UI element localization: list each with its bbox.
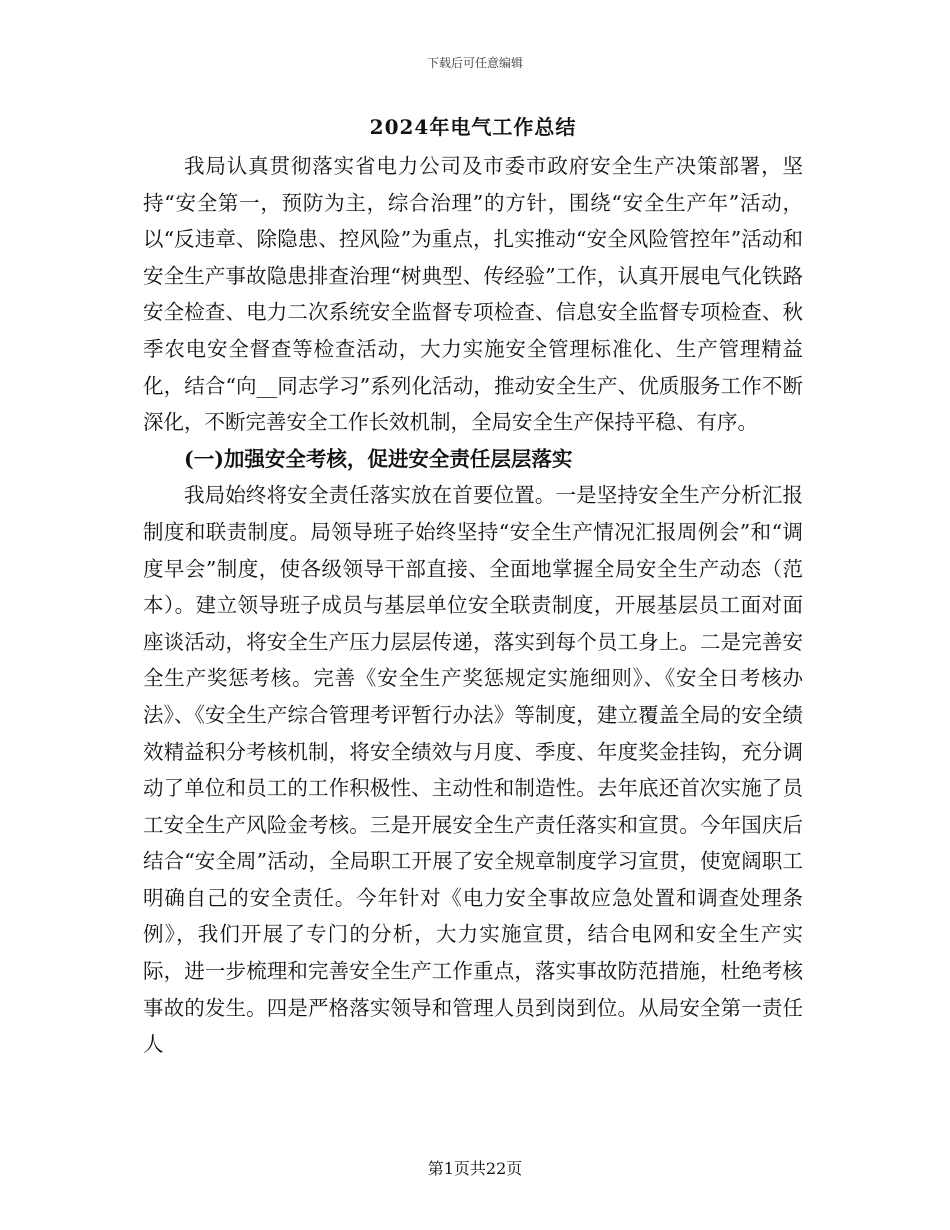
intro-paragraph: 我局认真贯彻落实省电力公司及市委市政府安全生产决策部署，坚持“安全第一，预防为主，综合治理”的方针，围绕“安全生产年”活动，以“反违章、除隐患、控风险”为重点，扎实推动“安全风险管控年”活动和安全生产事故隐患排查治理“树典型、传经验”工作，认真开展电气化铁路安全检查、电力二次系统安全监督专项检查、信息安全监督专项检查、秋季农电安全督查等检查活动，大力实施安全管理标准化、生产管理精益化，结合“向__同志学习”系列化活动，推动安全生产、优质服务工作不断深化，不断完善安全工作长效机制，全局安全生产保持平稳、有序。 (143, 154, 803, 435)
section-heading: (一)加强安全考核，促进安全责任层层落实 (184, 446, 573, 471)
header-note: 下载后可任意编辑 (426, 56, 523, 70)
document-body (143, 110, 803, 1063)
section-paragraph: 我局始终将安全责任落实放在首要位置。一是坚持安全生产分析汇报制度和联责制度。局领导班子始终坚持“安全生产情况汇报周例会”和“调度早会”制度，使各级领导干部直接、全面地掌握全局安全生产动态（范本）。建立领导班子成员与基层单位安全联责制度，开展基层员工面对面座谈活动，将安全生产压力层层传递，落实到每个员工身上。二是完善安全生产奖惩考核。完善《安全生产奖惩规定实施细则》、《安全日考核办法》、《安全生产综合管理考评暂行办法》等制度，建立覆盖全局的安全绩效精益积分考核机制，将安全绩效与月度、季度、年度奖金挂钩，充分调动了单位和员工的工作积极性、主动性和制造性。去年底还首次实施了员工安全生产风险金考核。三是开展安全生产责任落实和宣贯。今年国庆后结合“安全周”活动，全局职工开展了安全规章制度学习宣贯，使宽阔职工明确自己的安全责任。今年针对《电力安全事故应急处置和调查处理条例》，我们开展了专门的分析，大力实施宣贯，结合电网和安全生产实际，进一步梳理和完善安全生产工作重点，落实事故防范措施，杜绝考核事故的发生。四是严格落实领导和管理人员到岗到位。从局安全第一责任人 (143, 483, 803, 1057)
document-title: 2024年电气工作总结 (369, 115, 577, 139)
page-footer: 第1页共22页 (427, 1159, 523, 1178)
